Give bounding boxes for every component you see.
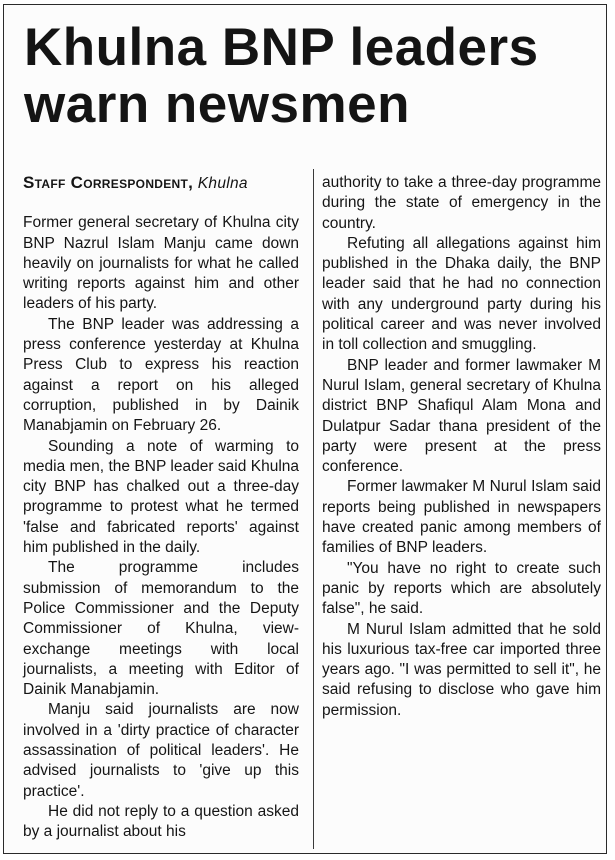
left-paragraph: Manju said journalists are now involved in a 'dirty practice of character assassination of political leaders'. He advised journalists to 'give up this practice'. bbox=[23, 701, 299, 800]
right-paragraph: "You have no right to create such panic by reports which are absolutely false", he said. bbox=[322, 559, 601, 618]
right-paragraph: M Nurul Islam admitted that he sold his luxurious tax-free car imported three years ago. "I was permitted to sell it", he said refusing to disclose who gave him permission. bbox=[322, 620, 601, 719]
left-paragraph: The programme includes submission of memorandum to the Police Commissioner and the Deputy Commissioner of Khulna, view-exchange meetings with local journalists, a meeting with Editor of Dainik Manabjamin. bbox=[23, 559, 299, 699]
left-column bbox=[23, 173, 299, 843]
left-paragraph: He did not reply to a question asked by a journalist about his bbox=[23, 802, 299, 841]
byline bbox=[23, 173, 299, 194]
news-clipping bbox=[3, 4, 607, 854]
column-divider bbox=[313, 169, 314, 849]
left-paragraph: Sounding a note of warming to media men, the BNP leader said Khulna city BNP has chalked out a three-day programme to protest what he termed 'false and fabricated reports' against him published in the daily. bbox=[23, 437, 299, 557]
headline: Khulna BNP leaders warn newsmen bbox=[24, 18, 539, 134]
right-column bbox=[322, 173, 601, 721]
right-paragraph: Refuting all allegations against him published in the Dhaka daily, the BNP leader said that he had no connection with any underground party during his political career and was never involved in toll collection and smuggling. bbox=[322, 234, 601, 354]
byline-correspondent: Staff Correspondent, bbox=[23, 173, 194, 192]
left-paragraph: Former general secretary of Khulna city BNP Nazrul Islam Manju came down heavily on journalists for what he called writing reports against him and other leaders of his party. bbox=[23, 214, 299, 313]
right-paragraph: Former lawmaker M Nurul Islam said reports being published in newspapers have created panic among members of families of BNP leaders. bbox=[322, 478, 601, 557]
right-paragraph: BNP leader and former lawmaker M Nurul Islam, general secretary of Khulna district BNP Shafiqul Alam Mona and Dulatpur Sadar thana president of the party were present at the press conference. bbox=[322, 356, 601, 476]
right-paragraph: authority to take a three-day programme during the state of emergency in the country. bbox=[322, 174, 601, 232]
byline-place: Khulna bbox=[197, 175, 248, 192]
left-paragraph: The BNP leader was addressing a press conference yesterday at Khulna Press Club to express his reaction against a report on his alleged corruption, published in by Dainik Manabjamin on February 26. bbox=[23, 315, 299, 435]
